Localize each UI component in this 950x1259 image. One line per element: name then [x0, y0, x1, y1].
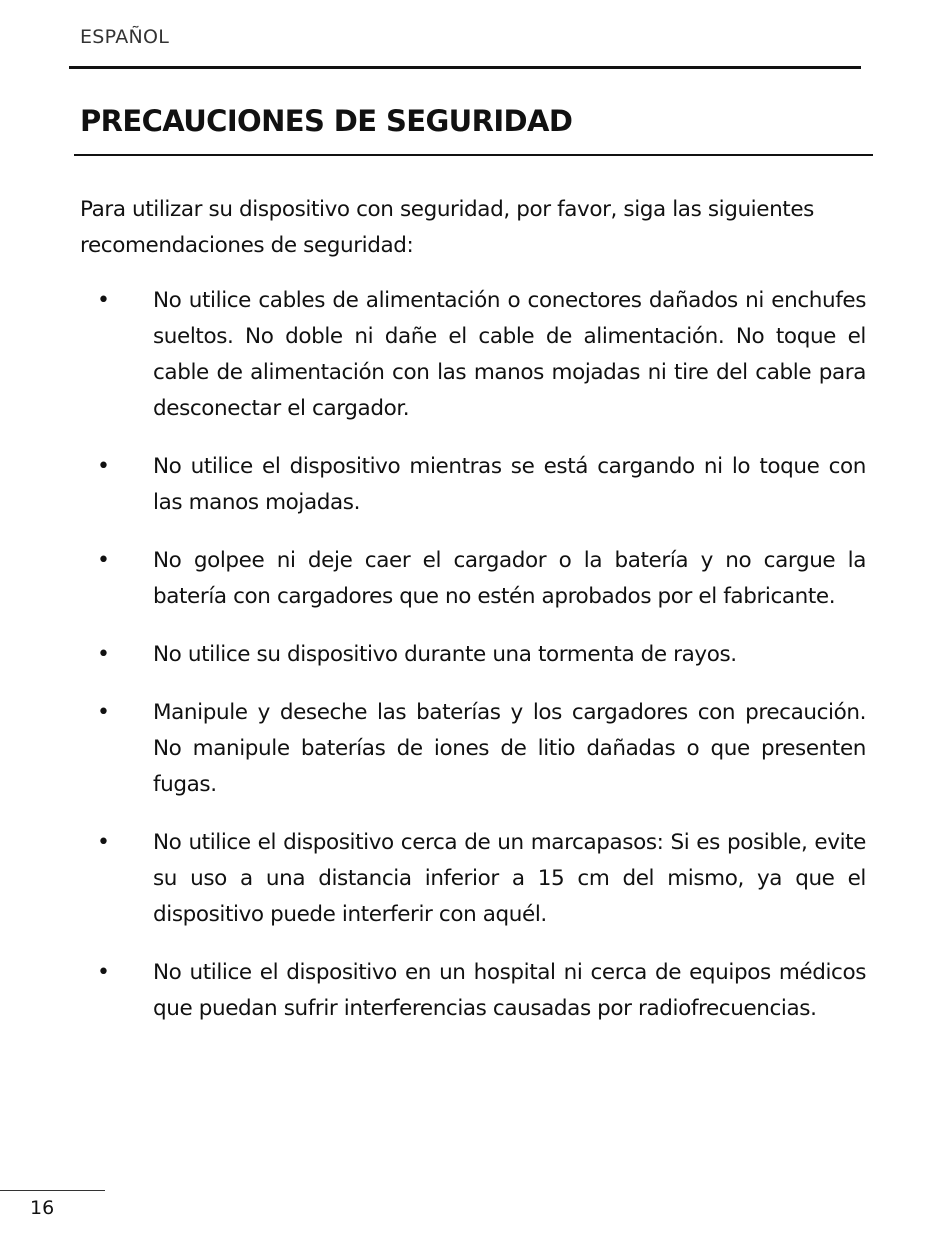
list-item: [0, 637, 950, 673]
list-item-text: No golpee ni deje caer el cargador o la batería y no cargue la batería con cargadores que no estén aprobados por el fabricante.: [153, 548, 866, 609]
bullet-icon: •: [97, 642, 110, 667]
list-item-text: No utilice el dispositivo en un hospital ni cerca de equipos médicos que puedan sufrir interferencias causadas por radiofrecuencias.: [153, 960, 866, 1021]
list-item-text: No utilice cables de alimentación o conectores dañados ni enchufes sueltos. No doble ni dañe el cable de alimentación. No toque el cable de alimentación con las manos mojadas ni tire del cable para desconectar el cargador.: [153, 288, 866, 421]
intro-paragraph: Para utilizar su dispositivo con seguridad, por favor, siga las siguientes recomendaciones de seguridad:: [80, 197, 814, 258]
list-item-text: No utilice su dispositivo durante una tormenta de rayos.: [153, 642, 737, 667]
section-title: PRECAUCIONES DE SEGURIDAD: [80, 104, 573, 138]
header-language-label: ESPAÑOL: [80, 26, 170, 48]
list-item: [0, 283, 950, 427]
bullet-icon: •: [97, 700, 110, 725]
header-divider: [69, 66, 861, 69]
footer-divider: [0, 1190, 105, 1191]
list-item: [0, 825, 950, 933]
bullet-icon: •: [97, 960, 110, 985]
bullet-icon: •: [97, 548, 110, 573]
bullet-icon: •: [97, 454, 110, 479]
list-item-text: No utilice el dispositivo cerca de un marcapasos: Si es posible, evite su uso a una distancia inferior a 15 cm del mismo, ya que el dispositivo puede interferir con aquél.: [153, 830, 866, 927]
safety-recommendations-list: [0, 283, 950, 1049]
list-item: [0, 449, 950, 521]
list-item-text: No utilice el dispositivo mientras se está cargando ni lo toque con las manos mojadas.: [153, 454, 866, 515]
list-item: [0, 543, 950, 615]
list-item: [0, 955, 950, 1027]
bullet-icon: •: [97, 830, 110, 855]
page-number: 16: [30, 1197, 55, 1219]
bullet-icon: •: [97, 288, 110, 313]
list-item: [0, 695, 950, 803]
list-item-text: Manipule y deseche las baterías y los cargadores con precaución. No manipule baterías de iones de litio dañadas o que presenten fugas.: [153, 700, 866, 797]
title-divider: [74, 154, 873, 156]
